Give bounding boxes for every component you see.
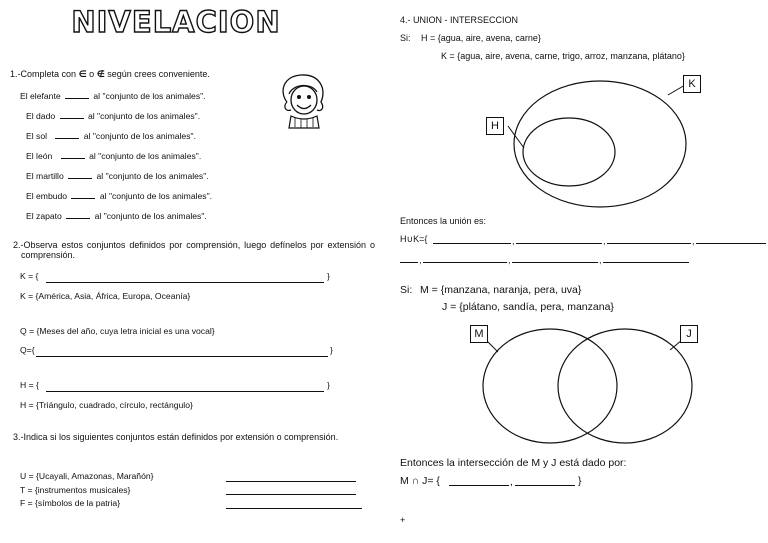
- q2-h-close: }: [327, 380, 330, 390]
- comma: ,: [508, 255, 511, 265]
- venn-diagram-intersection: [470, 318, 700, 446]
- q1-heading: [10, 69, 210, 79]
- union-answer-line-1[interactable]: [433, 243, 511, 244]
- comma: ,: [512, 236, 515, 246]
- set-k-definition: K = {agua, aire, avena, carne, trigo, arroz, manzana, plátano}: [441, 51, 685, 61]
- q1-heading-mid: o: [89, 69, 95, 79]
- label-m-box: [470, 325, 488, 343]
- q2-k-close: }: [327, 271, 330, 281]
- intersection-comma: ,: [510, 476, 513, 488]
- set-m-definition: M = {manzana, naranja, pera, uva}: [420, 284, 582, 296]
- q3-u-answer-line[interactable]: [226, 481, 356, 482]
- item-phrase: al "conjunto de los animales".: [93, 91, 206, 101]
- item-subject: El elefante: [20, 91, 61, 101]
- comma: ,: [603, 236, 606, 246]
- q2-h-definition: H = {Triángulo, cuadrado, círculo, rectángulo}: [20, 400, 193, 410]
- set-k-ellipse: [514, 81, 686, 207]
- intersection-answer-line-1[interactable]: [449, 485, 509, 486]
- intersection-close: }: [578, 475, 582, 487]
- set-j-circle: [558, 329, 692, 443]
- q2-q-close: }: [330, 345, 333, 355]
- q2-q-open: Q={: [20, 345, 35, 355]
- q1-item-4: [26, 149, 201, 162]
- answer-blank[interactable]: [55, 129, 79, 139]
- not-element-of-symbol: ∉: [96, 69, 105, 79]
- union-answer-line-4[interactable]: [696, 243, 766, 244]
- q2-q-answer-line[interactable]: [36, 356, 328, 357]
- set-m-circle: [483, 329, 617, 443]
- q2-k-answer-line[interactable]: [46, 282, 324, 283]
- intersection-prefix: M ∩ J= {: [400, 475, 440, 487]
- answer-blank[interactable]: [66, 209, 90, 219]
- label-j: J: [686, 328, 692, 340]
- q1-heading-pre: 1.-Completa con: [10, 69, 77, 79]
- label-m: M: [474, 328, 484, 340]
- item-phrase: al "conjunto de los animales".: [99, 191, 213, 201]
- item-phrase: al "conjunto de los animales".: [89, 151, 202, 161]
- q1-item-3: [26, 129, 196, 142]
- q3-item-t: T = {instrumentos musicales}: [20, 485, 131, 495]
- union-answer-line-3[interactable]: [607, 243, 691, 244]
- union-prefix: H∪K={: [400, 234, 428, 244]
- item-phrase: al "conjunto de los animales".: [96, 171, 209, 181]
- item-phrase: al "conjunto de los animales".: [87, 111, 201, 121]
- plus-mark: +: [400, 515, 406, 525]
- item-subject: El zapato: [26, 211, 62, 221]
- q1-item-5: [26, 169, 209, 182]
- q3-heading: 3.-Indica si los siguientes conjuntos están definidos por extensión o comprensión.: [13, 432, 339, 442]
- comma: ,: [692, 236, 695, 246]
- label-k-box: [683, 75, 701, 93]
- si-label-2: Si:: [400, 284, 413, 296]
- q3-item-u: U = {Ucayali, Amazonas, Marañón}: [20, 471, 154, 481]
- intersection-prompt: Entonces la intersección de M y J está dado por:: [400, 457, 627, 469]
- set-h-ellipse: [523, 118, 615, 186]
- intersection-answer-line-2[interactable]: [515, 485, 575, 486]
- union-answer-line-7[interactable]: [512, 262, 598, 263]
- worksheet-title: [58, 4, 294, 38]
- comma: ,: [599, 255, 602, 265]
- answer-blank[interactable]: [61, 149, 85, 159]
- answer-blank[interactable]: [65, 89, 89, 99]
- q1-item-2: [26, 109, 200, 122]
- q2-h-answer-line[interactable]: [46, 391, 324, 392]
- q2-heading: 2.-Observa estos conjuntos definidos por comprensión, luego defínelos por extensión o comprensión.: [13, 240, 375, 261]
- item-subject: El martillo: [26, 171, 64, 181]
- q3-t-answer-line[interactable]: [226, 494, 356, 495]
- item-subject: El embudo: [26, 191, 68, 201]
- item-phrase: al "conjunto de los animales".: [94, 211, 207, 221]
- title-text: NIVELACION: [71, 5, 281, 38]
- label-h: H: [491, 120, 499, 132]
- set-h-definition: H = {agua, aire, avena, carne}: [421, 33, 541, 43]
- venn-diagram-union: [480, 70, 710, 215]
- element-of-symbol: ∈: [78, 69, 87, 79]
- q1-item-7: [26, 209, 207, 222]
- cartoon-child-icon: [277, 72, 329, 130]
- union-answer-line-2[interactable]: [516, 243, 602, 244]
- label-j-box: [680, 325, 698, 343]
- answer-blank[interactable]: [60, 109, 84, 119]
- item-subject: El león: [26, 151, 53, 161]
- union-answer-line-8[interactable]: [603, 262, 689, 263]
- q2-h-open: H = {: [20, 380, 39, 390]
- union-prompt: Entonces la unión es:: [400, 216, 487, 226]
- label-h-box: [486, 117, 504, 135]
- q3-f-answer-line[interactable]: [226, 508, 362, 509]
- q2-k-definition: K = {América, Asia, África, Europa, Oceanía}: [20, 291, 191, 301]
- q1-item-1: [20, 89, 206, 102]
- answer-blank[interactable]: [71, 189, 95, 199]
- union-answer-line-6[interactable]: [423, 262, 507, 263]
- union-answer-line-5[interactable]: [400, 262, 418, 263]
- answer-blank[interactable]: [68, 169, 92, 179]
- item-subject: El sol: [26, 131, 48, 141]
- q1-item-6: [26, 189, 212, 202]
- item-subject: El dado: [26, 111, 56, 121]
- q2-q-definition: Q = {Meses del año, cuya letra inicial es una vocal}: [20, 326, 215, 336]
- q2-k-open: K = {: [20, 271, 39, 281]
- si-label-1: Si:: [400, 33, 411, 43]
- q3-item-f: F = {símbolos de la patria}: [20, 498, 121, 508]
- q1-heading-post: según crees conveniente.: [107, 69, 210, 79]
- comma: ,: [419, 255, 422, 265]
- item-phrase: al "conjunto de los animales".: [83, 131, 196, 141]
- set-j-definition: J = {plátano, sandía, pera, manzana}: [442, 301, 614, 313]
- label-k: K: [688, 78, 696, 90]
- q4-heading: 4.- UNION - INTERSECCION: [400, 15, 519, 25]
